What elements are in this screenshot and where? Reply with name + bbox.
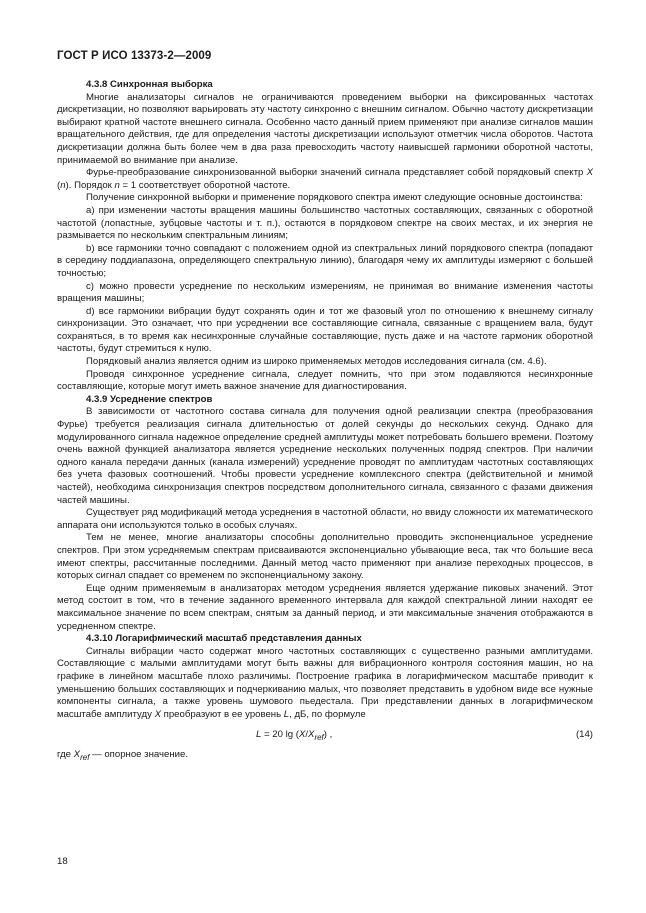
paragraph-log-scale xyxy=(57,646,593,722)
var-l: L xyxy=(256,729,262,741)
paragraph: В зависимости от частотного состава сигнала для получения одной реализации спектра (преобразования Фурье) требуется реализация сигнала длительностью от долей секунды до нескольких секунд. Однако для модулированного сигнала надежное определение средней амплитуды может потребовать большего времени. Поэтому очень важной функцией анализатора является усреднение нескольких полученных подряд спектров. При наличии одного канала передачи данных (канала измерений) усреднение проводят по амплитудам частотных составляющих без учета фазовых соотношений. Чтобы провести усреднение комплексного спектра (действительной и мнимой частей), необходима синхронизация спектров посредством дополнительного сигнала, связанного с фазами движения частей машины. xyxy=(57,406,593,506)
paragraph-order-spectrum xyxy=(57,167,593,192)
text: ). Порядок xyxy=(65,179,115,191)
var-x-ref: X xyxy=(308,729,315,741)
subscript-ref: ref xyxy=(314,733,324,743)
section-title-4-3-9: 4.3.9 Усреднение спектров xyxy=(86,393,213,405)
text: , дБ, по формуле xyxy=(289,708,366,720)
var-x: X xyxy=(586,167,593,179)
var-l: L xyxy=(283,708,290,720)
paragraph: Проводя синхронное усреднение сигнала, следует помнить, что при этом подавляются несинхронные составляющие, которые могут иметь важное значение для диагностирования. xyxy=(57,368,593,393)
var-x: X xyxy=(298,729,306,741)
paragraph: Тем не менее, многие анализаторы способны дополнительно проводить экспоненциальное усреднение спектров. При этом усредняемым спектрам присваиваются экспоненциально убывающие веса, так что большие веса имеют спектры, рассчитанные последними. Данный метод часто применяют при анализе переходных процессов, в которых сигнал спадает со временем по экспоненциальному закону. xyxy=(57,532,593,582)
document-header: ГОСТ Р ИСО 13373-2—2009 xyxy=(57,50,212,62)
list-item-c: с) можно провести усреднение по нескольким измерениям, не принимая во внимание изменения частоты вращения машины; xyxy=(57,280,593,305)
text: Сигналы вибрации часто содержат много частотных составляющих с существенно разными амплитудами. Составляющие с малыми амплитудами могут быть важны для вибрационного контроля состояния машин, но на графике в линейном масштабе плохо различимы. Построение графика в логарифмическом масштабе приводит к уменьшению больших составляющих и подчеркиванию малых, что позволяет представить в удобном виде все нужные компоненты сигнала, а также уровень шумового пьедестала. При представлении данных в логарифмическом масштабе амплитуду xyxy=(57,645,593,720)
var-x: X xyxy=(154,708,161,720)
formula-where xyxy=(57,749,593,765)
var-x-ref: X xyxy=(73,749,81,761)
list-item-b: b) все гармоники точно совпадают с положением одной из спектральных линий порядкового спектра (попадают в середину поддиапазона, определяющего спектральную линию), благодаря чему их амплитуды измеряют с большей точностью; xyxy=(57,242,593,279)
list-item-d: d) все гармоники вибрации будут сохранять один и тот же фазовый угол по отношению к внешнему сигналу синхронизации. Это означает, что при усреднении все составляющие сигнала, связанные с вращением вала, будут сохраняться, в то время как несинхронные случайные составляющие, пусть даже и на частоте гармоник оборотной частоты, будут стремиться к нулю. xyxy=(57,305,593,355)
text: преобразуют в ее уровень xyxy=(160,708,284,720)
subscript-ref: ref xyxy=(80,753,90,763)
paragraph: Многие анализаторы сигналов не ограничиваются проведением выборки на фиксированных частотах дискретизации, но позволяют варьировать эту частоту синхронно с внешним сигналом. Обычно частоту дискретизации выбирают кратной частоте внешнего сигнала. Особенно часто данный прием применяют при анализе сигналов машин вращательного действия, где для определения частоты дискретизации используют отметчик числа оборотов. Частота дискретизации должна быть более чем в два раза превосходить частоту наивысшей гармоники оборотной частоты, принимаемой во внимание при анализе. xyxy=(57,91,593,166)
paragraph: Существует ряд модификаций метода усреднения в частотной области, но ввиду сложности их математического аппарата они используются только в особых случаях. xyxy=(57,507,593,531)
var-n: n xyxy=(60,179,66,191)
paragraph: Получение синхронной выборки и применение порядкового спектра имеют следующие основные достоинства: xyxy=(86,192,583,204)
text: / xyxy=(305,729,309,741)
formula-number: (14) xyxy=(575,729,593,741)
page-number: 18 xyxy=(57,856,68,867)
page-body xyxy=(57,79,593,765)
text: ( xyxy=(57,179,61,191)
var-n: n xyxy=(114,179,120,191)
paragraph: Порядковый анализ является одним из широко применяемых методов исследования сигнала (см. 4.6). xyxy=(86,356,547,368)
paragraph: Еще одним применяемым в анализаторах методом усреднения является удержание пиковых значений. Этот метод состоит в том, что в течение заданного временного интервала для каждой спектральной линии находят ее максимальное значение по всем спектрам, снятым за данный период, и эти максимальные значения отображаются в усредненном спектре. xyxy=(57,582,593,632)
text: — опорное значение. xyxy=(89,749,188,761)
formula-expression xyxy=(256,729,332,745)
list-item-a: а) при изменении частоты вращения машины большинство частотных составляющих, связанных с оборотной частотой (лопастные, зубцовые частоты и т. п.), остаются в порядковом спектре на своих местах, и их энергия не размывается по нескольким спектральным линиям; xyxy=(57,204,593,242)
text: Фурье-преобразование синхронизованной выборки значений сигнала представляет собой порядковый спектр xyxy=(86,167,587,179)
formula-14 xyxy=(57,723,593,749)
text: где xyxy=(57,749,74,761)
text: ) , xyxy=(323,729,333,741)
text: = 20 lg ( xyxy=(261,729,299,741)
section-title-4-3-10: 4.3.10 Логарифмический масштаб представления данных xyxy=(86,633,362,645)
text: = 1 соответствует оборотной частоте. xyxy=(119,179,291,191)
section-title-4-3-8: 4.3.8 Синхронная выборка xyxy=(86,79,213,90)
